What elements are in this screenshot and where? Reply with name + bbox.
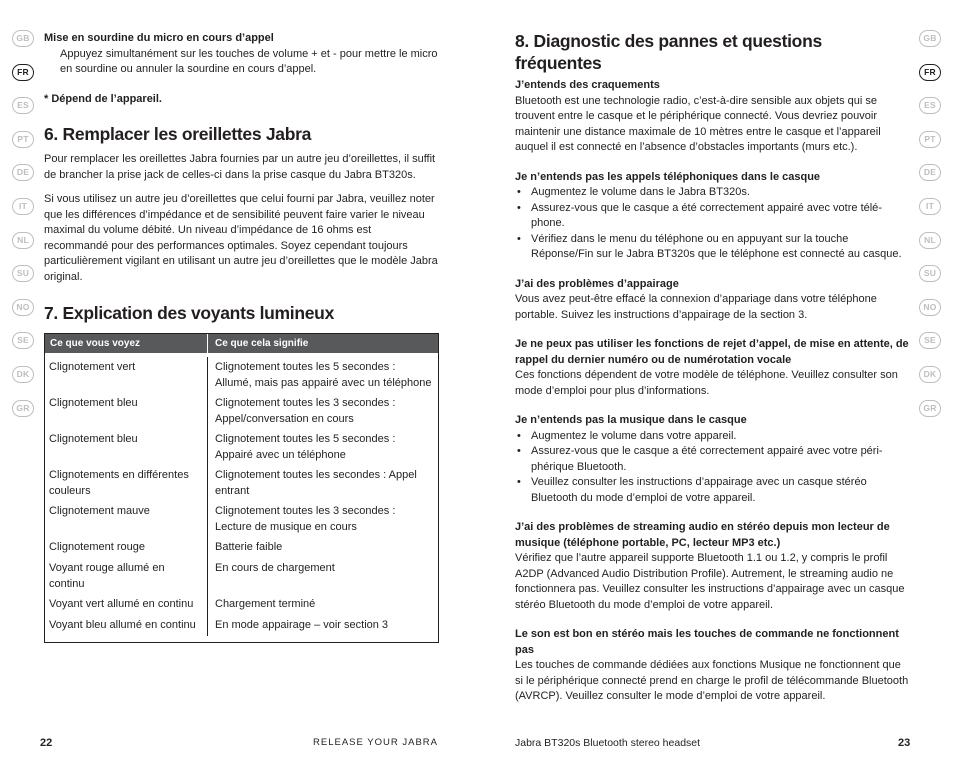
lang-badge-de[interactable]: DE [12,164,34,181]
cell-see: Clignotement bleu [45,393,208,429]
list-item: • Augmentez le volume dans votre appareil. [515,429,911,445]
cell-see: Voyant rouge allumé en continu [45,558,208,594]
faq-call-functions-title: Je ne peux pas utiliser les fonctions de rejet d’appel, de mise en attente, de rappel du dernier numéro ou de numérotation vocale [515,338,909,366]
footer-product: Jabra BT320s Bluetooth stereo headset [515,737,701,749]
right-column [515,30,911,705]
cell-see: Clignotement mauve [45,501,208,537]
lang-badge-dk[interactable]: DK [919,366,941,383]
list-item: • Veuillez consulter les instructions d’appairage avec un casque stéréo Bluetooth du mode d’emploi de votre appareil. [515,475,911,506]
faq-call-functions-text: Ces fonctions dépendent de votre modèle de téléphone. Veuillez consulter son mode d’emploi pour plus d’informations. [515,369,898,397]
section-8-title: 8. Diagnostic des pannes et questions fréquentes [515,31,822,73]
page-number-right: 23 [898,737,911,749]
faq-no-calls-list [515,185,911,263]
table-row [45,393,438,429]
table-row [45,594,438,615]
table-row [45,429,438,465]
table-row [45,537,438,558]
cell-see: Voyant vert allumé en continu [45,594,208,615]
table-row [45,615,438,636]
cell-see: Voyant bleu allumé en continu [45,615,208,636]
lang-badge-es[interactable]: ES [12,97,34,114]
right-page [477,0,954,768]
col-header-see: Ce que vous voyez [45,334,208,353]
table-row [45,465,438,501]
cell-means: Batterie faible [215,541,283,553]
table-row [45,501,438,537]
cell-means: Chargement terminé [215,598,316,610]
lang-badge-gb[interactable]: GB [919,30,941,47]
cell-means: Clignotement toutes les 3 secondes : Lecture de musique en cours [215,505,396,533]
language-tabs-left [12,30,34,433]
faq-controls-title: Le son est bon en stéréo mais les touches de commande ne fonctionnent pas [515,628,899,656]
led-table [44,333,439,643]
cell-see: Clignotement bleu [45,429,208,465]
led-table-body [45,353,438,642]
faq-streaming-text: Vérifiez que l’autre appareil supporte Bluetooth 1.1 ou 1.2, y compris le profil A2DP (Advanced Audio Distribution Profile). Autrement, le streaming audio ne fonctionnera pas. Veuillez consulter les instructions d’appairage avec un casque stéréo Bluetooth du mode d’emploi de votre appareil. [515,552,905,611]
lang-badge-se[interactable]: SE [919,332,941,349]
section-7-title: 7. Explication des voyants lumineux [44,303,335,323]
faq-streaming-title: J’ai des problèmes de streaming audio en stéréo depuis mon lecteur de musique (téléphone portable, PC, lecteur MP3 etc.) [515,521,890,549]
table-row [45,357,438,393]
section-6-paragraph-1: Pour remplacer les oreillettes Jabra fournies par un autre jeu d’oreillettes, il suffit de brancher la prise jack de celles-ci dans la prise casque du Jabra BT320s. [44,153,436,181]
lang-badge-no[interactable]: NO [12,299,34,316]
faq-crackling-text: Bluetooth est une technologie radio, c’est-à-dire sensible aux objets qui se trouvent entre le casque et le périphérique connecté. Vous devriez pouvoir maintenir une distance maximale de 10 mètres entre le casque et l’appareil auquel il est connecté en l’absence d’obstacles importants (murs etc.). [515,94,881,153]
lang-badge-it[interactable]: IT [12,198,34,215]
lang-badge-it[interactable]: IT [919,198,941,215]
list-item: • Augmentez le volume dans le Jabra BT320s. [515,185,911,201]
table-row [45,558,438,594]
lang-badge-nl[interactable]: NL [919,232,941,249]
list-item: • Assurez-vous que le casque a été correctement appairé avec votre périphérique Bluetooth. [515,444,911,475]
lang-badge-nl[interactable]: NL [12,232,34,249]
cell-means: Clignotement toutes les 5 secondes : Appairé avec un téléphone [215,433,396,461]
lang-badge-es[interactable]: ES [919,97,941,114]
lang-badge-gr[interactable]: GR [919,400,941,417]
lang-badge-su[interactable]: SU [12,265,34,282]
left-column [44,31,438,643]
cell-means: En cours de chargement [215,562,335,574]
lang-badge-su[interactable]: SU [919,265,941,282]
language-tabs-right [919,30,941,433]
mute-heading: Mise en sourdine du micro en cours d’appel [44,32,274,44]
cell-means: Clignotement toutes les 3 secondes : Appel/conversation en cours [215,397,396,425]
cell-see: Clignotement rouge [45,537,208,558]
device-note: * Dépend de l’appareil. [44,92,162,105]
mute-text: Appuyez simultanément sur les touches de volume + et - pour mettre le micro en sourdine ou annuler la sourdine en cours d’appel. [60,47,438,75]
cell-means: Clignotement toutes les 5 secondes : Allumé, mais pas appairé avec un téléphone [215,361,432,389]
section-6-paragraph-2: Si vous utilisez un autre jeu d’oreillettes que celui fourni par Jabra, veuillez noter que les différences d’impédance et de sensibilité peuvent faire varier le niveau maximal du volume débité. Un niveau d’impédance de 16 ohms est recommandé pour des performances optimales. Soyez cependant toujours particulièrement vigilant en utilisant un autre jeu d’oreillettes que le modèle Jabra original. [44,193,438,283]
faq-no-music-list [515,429,911,507]
lang-badge-pt[interactable]: PT [919,131,941,148]
cell-see: Clignotements en différentes couleurs [45,465,208,501]
section-6-title: 6. Remplacer les oreillettes Jabra [44,124,312,144]
faq-no-calls-title: Je n’entends pas les appels téléphoniques dans le casque [515,170,821,183]
list-item: • Assurez-vous que le casque a été correctement appairé avec votre téléphone. [515,201,911,232]
lang-badge-no[interactable]: NO [919,299,941,316]
lang-badge-pt[interactable]: PT [12,131,34,148]
lang-badge-fr[interactable]: FR [919,64,941,81]
faq-crackling-title: J’entends des craquements [515,79,660,91]
lang-badge-gb[interactable]: GB [12,30,34,47]
page-number-left: 22 [40,737,53,749]
list-item: • Vérifiez dans le menu du téléphone ou en appuyant sur la touche Réponse/Fin sur le Jabra BT320s que le téléphone est connecté au casque. [515,232,911,263]
cell-means: En mode appairage – voir section 3 [215,619,389,631]
faq-pairing-title: J’ai des problèmes d’appairage [515,277,679,290]
lang-badge-se[interactable]: SE [12,332,34,349]
col-header-means: Ce que cela signifie [215,338,309,349]
led-table-header [45,334,438,353]
cell-means: Clignotement toutes les secondes : Appel entrant [215,469,417,497]
lang-badge-dk[interactable]: DK [12,366,34,383]
lang-badge-fr[interactable]: FR [12,64,34,81]
faq-pairing-text: Vous avez peut-être effacé la connexion d’appariage dans votre téléphone portable. Suivez les instructions d’appairage de la section 3. [515,293,877,321]
lang-badge-gr[interactable]: GR [12,400,34,417]
footer-tagline: RELEASE YOUR JABRA [313,737,439,748]
cell-see: Clignotement vert [45,357,208,393]
faq-no-music-title: Je n’entends pas la musique dans le casque [515,414,747,426]
lang-badge-de[interactable]: DE [919,164,941,181]
faq-controls-text: Les touches de commande dédiées aux fonctions Musique ne fonctionnent que si le périphérique connecté prend en charge le profil de télécommande Bluetooth (AVRCP). Veuillez consulter le mode d’emploi de votre appareil. [515,659,909,702]
